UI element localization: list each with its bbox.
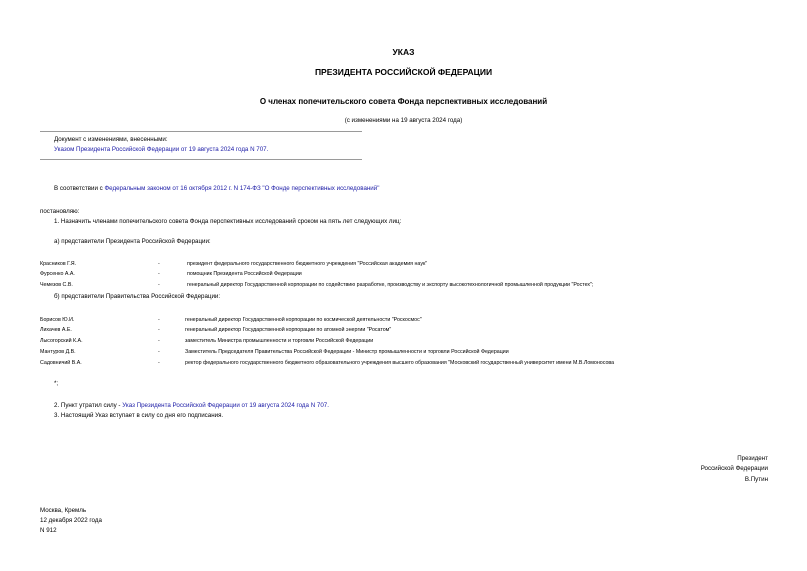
divider-top — [40, 131, 362, 132]
member-dash: - — [158, 282, 160, 288]
member-dash: - — [158, 317, 160, 323]
member-name: Чемезов С.В. — [40, 282, 73, 288]
preamble-prefix: В соответствии с — [54, 185, 105, 192]
signing-place: Москва, Кремль — [40, 507, 87, 514]
item-3: 3. Настоящий Указ вступает в силу со дня его подписания. — [54, 412, 224, 419]
signing-date: 12 декабря 2022 года — [40, 517, 102, 524]
changes-link[interactable]: Указом Президента Российской Федерации от 19 августа 2024 года N 707. — [54, 146, 269, 153]
member-dash: - — [158, 349, 160, 355]
member-position: президент федерального государственного бюджетного учреждения "Российская академия наук" — [187, 261, 428, 267]
repeal-decree-link[interactable]: Указ Президента Российской Федерации от 19 августа 2024 года N 707. — [122, 402, 329, 409]
member-name: Лихачев А.Е. — [40, 327, 72, 333]
decree-issuer: ПРЕЗИДЕНТА РОССИЙСКОЙ ФЕДЕРАЦИИ — [314, 67, 493, 77]
group-b-heading: б) представители Правительства Российской Федерации: — [54, 293, 221, 300]
decree-title: УКАЗ — [392, 47, 415, 57]
signature-title: Президент — [737, 455, 768, 462]
item-2-prefix: 2. Пункт утратил силу - — [54, 402, 123, 409]
federal-law-link[interactable]: Федеральным законом от 16 октября 2012 г. N 174-ФЗ "О Фонде перспективных исследований" — [104, 185, 380, 192]
member-position: Заместитель Председателя Правительства Российской Федерации - Министр промышленности и торговли Российской Федерации — [185, 349, 509, 355]
member-name: Фурсенко А.А. — [40, 271, 75, 277]
member-position: генеральный директор Государственной корпорации по атомной энергии "Росатом" — [185, 327, 392, 333]
item-2 — [54, 402, 329, 409]
member-dash: - — [158, 360, 160, 366]
member-name: Борисов Ю.И. — [40, 317, 75, 323]
member-name: Красников Г.Я. — [40, 261, 77, 267]
member-position: генеральный директор Государственной корпорации по содействию разработке, производству и экспорту высокотехнологичной промышленной продукции "Ростех"; — [187, 282, 594, 288]
changes-label: Документ с изменениями, внесенными: — [54, 136, 168, 143]
member-dash: - — [158, 271, 160, 277]
edition-note: (с изменениями на 19 августа 2024 года) — [344, 117, 463, 124]
decree-number: N 912 — [40, 527, 57, 534]
member-position: ректор федерального государственного бюджетного образовательного учреждения высшего образования "Московский государственный университет имени М.В.Ломоносова — [185, 360, 615, 366]
member-dash: - — [158, 261, 160, 267]
item-1: 1. Назначить членами попечительского совета Фонда перспективных исследований сроком на пять лет следующих лиц: — [54, 218, 402, 225]
member-name: Лысогорский К.А. — [40, 338, 83, 344]
decree-subject: О членах попечительского совета Фонда перспективных исследований — [259, 97, 548, 106]
preamble — [54, 185, 379, 192]
asterisk-note: *; — [54, 380, 59, 387]
signature-country: Российской Федерации — [700, 465, 768, 472]
member-name: Садовничий В.А. — [40, 360, 82, 366]
group-a-heading: а) представители Президента Российской Федерации: — [54, 238, 211, 245]
member-position: заместитель Министра промышленности и торговли Российской Федерации — [185, 338, 374, 344]
member-name: Мантуров Д.В. — [40, 349, 76, 355]
signature-name: В.Путин — [744, 476, 768, 483]
decree-word: постановляю: — [40, 208, 80, 215]
member-dash: - — [158, 338, 160, 344]
member-dash: - — [158, 327, 160, 333]
member-position: помощник Президента Российской Федерации — [187, 271, 302, 277]
member-position: генеральный директор Государственной корпорации по космической деятельности "Роскосмос" — [185, 317, 422, 323]
divider-bottom — [40, 159, 362, 160]
